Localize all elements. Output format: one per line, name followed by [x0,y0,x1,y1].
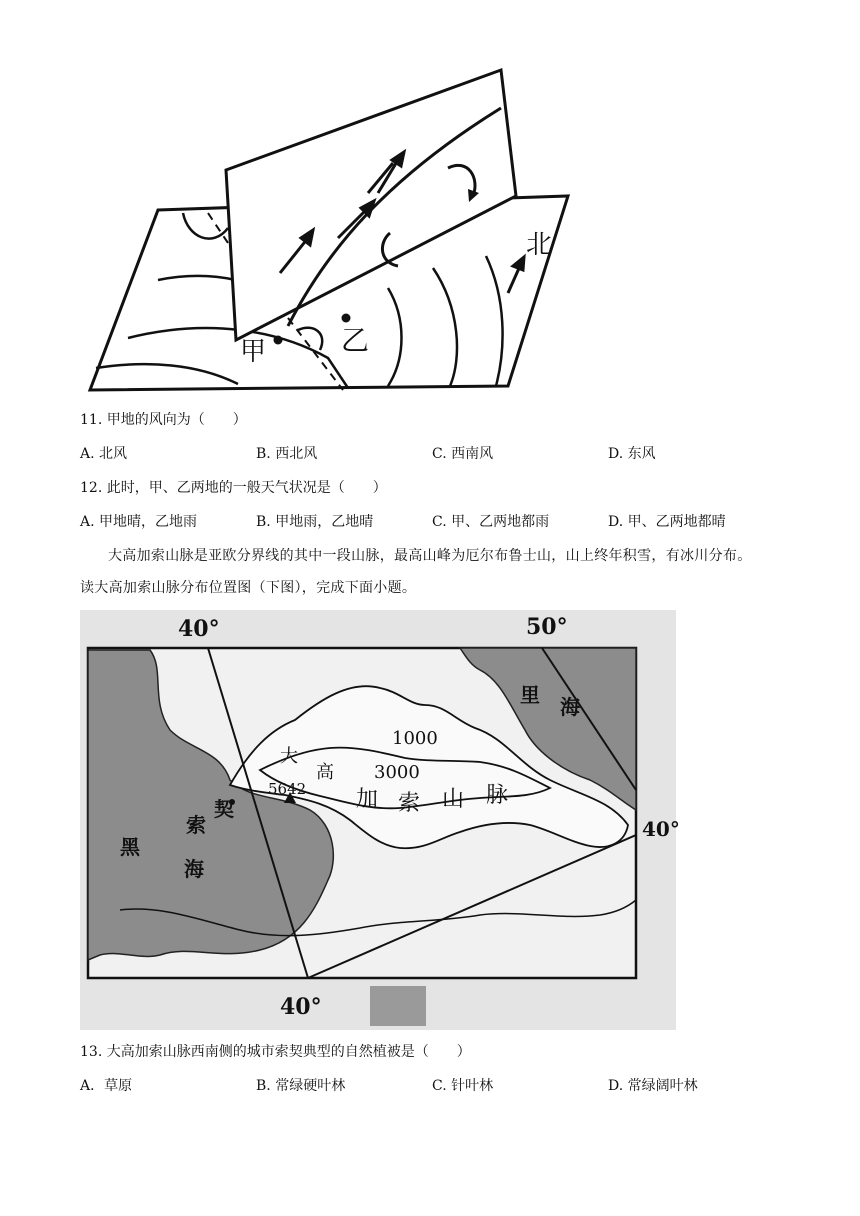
range-name-char-6: 脉 [486,783,509,808]
question-12-stem: 12. 此时，甲、乙两地的一般天气状况是（ ） [80,480,387,496]
jia-label: 甲 [240,337,267,367]
q12-option-d[interactable]: D. 甲、乙两地都晴 [608,514,726,530]
contour-label-1000: 1000 [392,728,438,749]
yi-label: 乙 [341,324,370,357]
lon-label-top-right: 50° [526,614,568,640]
caspian-sea-char-1: 里 [520,683,540,707]
range-name-char-5: 山 [442,787,465,812]
lat-label-right: 40° [642,817,680,841]
watermark-patch [370,986,426,1026]
q11-option-b[interactable]: B. 西北风 [256,446,318,462]
q12-option-b[interactable]: B. 甲地雨，乙地晴 [256,514,374,530]
q13-option-d[interactable]: D. 常绿阔叶林 [608,1078,698,1094]
range-name-char-3: 加 [356,787,379,812]
q13-option-a[interactable]: A．草原 [80,1078,133,1094]
question-11-stem: 11. 甲地的风向为（ ） [80,412,247,428]
q13-option-c[interactable]: C. 针叶林 [432,1078,494,1094]
q11-option-d[interactable]: D. 东风 [608,446,656,462]
question-13-stem: 13. 大高加索山脉西南侧的城市索契典型的自然植被是（ ） [80,1044,471,1060]
passage-line-1: 大高加索山脉是亚欧分界线的其中一段山脉，最高山峰为厄尔布鲁士山，山上终年积雪，有冰川分布。 [108,548,752,564]
q12-option-c[interactable]: C. 甲、乙两地都雨 [432,514,550,530]
passage-line-2: 读大高加索山脉分布位置图（下图），完成下面小题。 [80,580,417,596]
peak-elevation-label: 5642 [268,780,307,798]
jia-point [274,336,283,345]
q11-option-a[interactable]: A. 北风 [80,446,128,462]
lon-label-bottom: 40° [280,994,322,1020]
q13-option-b[interactable]: B. 常绿硬叶林 [256,1078,346,1094]
caspian-sea-char-2: 海 [560,695,580,719]
q11-option-c[interactable]: C. 西南风 [432,446,494,462]
black-sea-char-2: 海 [184,857,204,881]
lon-label-top-left: 40° [178,616,220,642]
city-name-char-2: 契 [214,797,234,821]
city-name-char-1: 索 [186,813,206,837]
range-name-char-4: 索 [398,791,421,816]
range-name-char-2: 高 [316,762,334,783]
range-name-char-1: 大 [280,746,298,767]
caucasus-map [80,610,680,1030]
yi-point [342,314,351,323]
north-label: 北 [526,230,553,260]
frontal-diagram [88,68,588,398]
q12-option-a[interactable]: A. 甲地晴，乙地雨 [80,514,198,530]
contour-label-3000: 3000 [374,762,420,783]
black-sea-char-1: 黑 [120,835,140,859]
